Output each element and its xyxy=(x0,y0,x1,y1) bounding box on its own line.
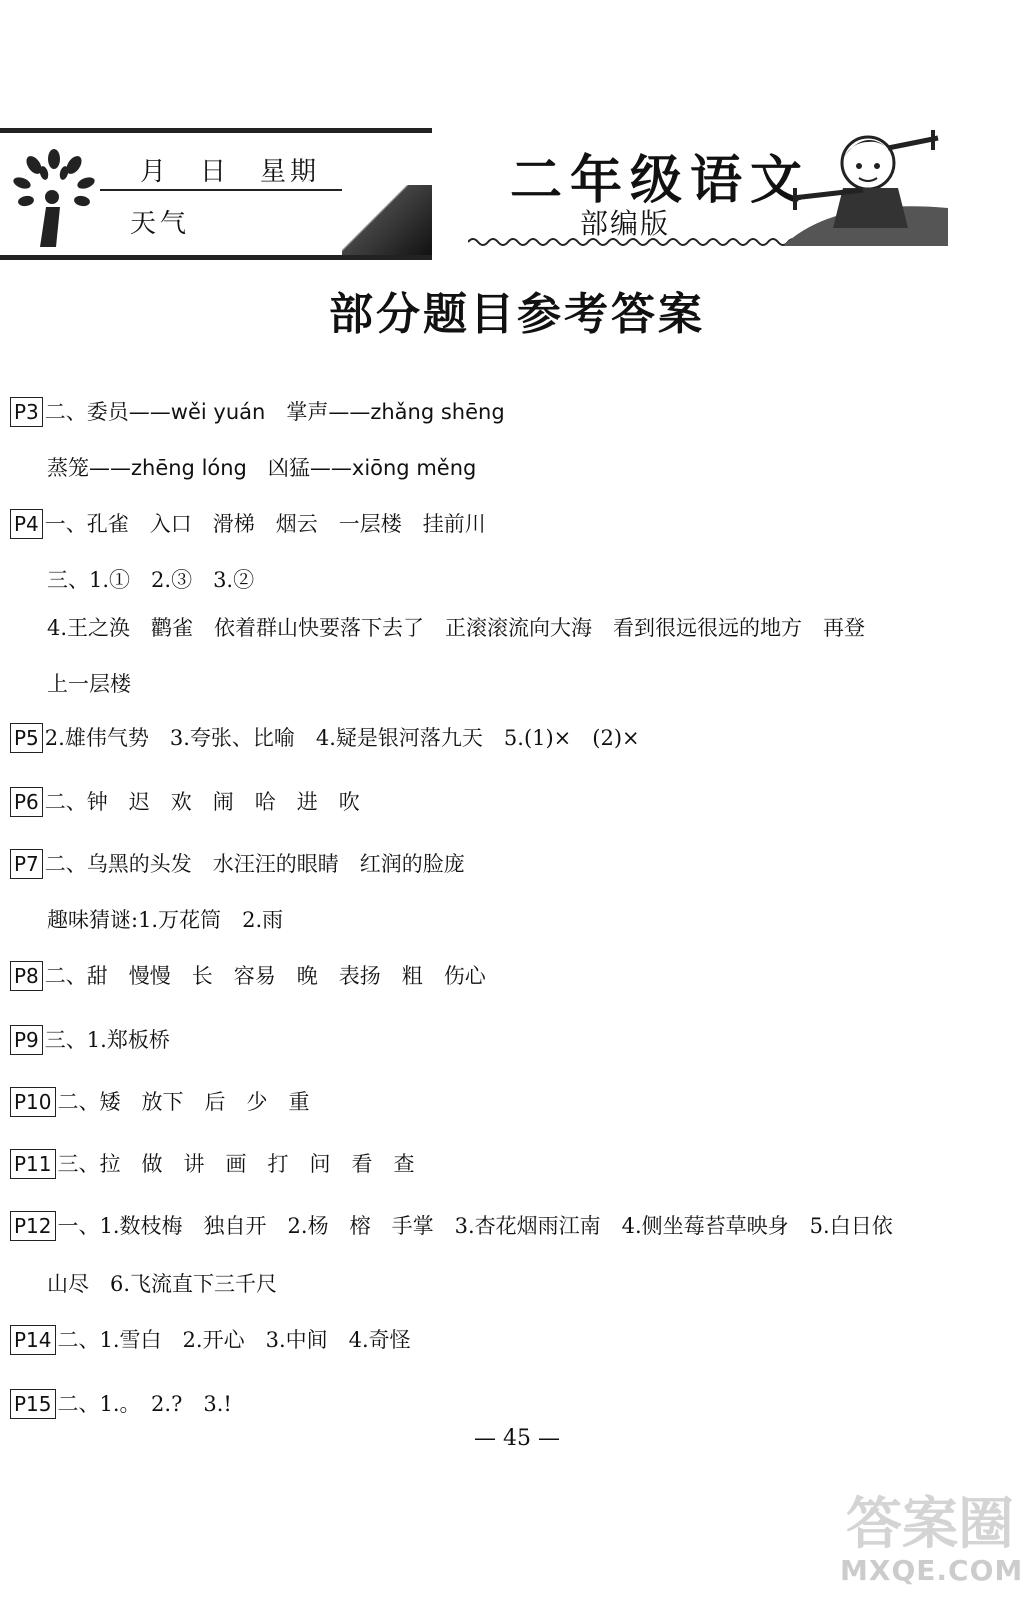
page-tag: P6 xyxy=(10,787,43,817)
watermark-logo xyxy=(836,1480,1024,1590)
tree-person-icon xyxy=(4,139,104,249)
page-tag: P15 xyxy=(10,1389,56,1419)
answer-line-p12 xyxy=(10,1210,1020,1242)
answer-line xyxy=(47,1268,1034,1300)
page-heading: 部分题目参考答案 xyxy=(329,289,705,340)
answer-text: 上一层楼 xyxy=(47,672,131,696)
answer-line-p6 xyxy=(10,786,1020,818)
page-tag: P7 xyxy=(10,849,43,879)
answer-text: 三、1.① 2.③ 3.② xyxy=(47,568,255,592)
answer-line xyxy=(47,452,1034,484)
answer-text: 二、甜 慢慢 长 容易 晚 表扬 粗 伤心 xyxy=(44,964,486,988)
page-tag: P12 xyxy=(10,1211,56,1241)
page-tag: P11 xyxy=(10,1149,56,1179)
answer-text: 二、钟 迟 欢 闹 哈 进 吹 xyxy=(44,790,360,814)
answer-line-p8 xyxy=(10,960,1020,992)
mascot-boy-icon xyxy=(773,128,948,246)
page-number: — 45 — xyxy=(474,1426,560,1451)
answer-line-p7 xyxy=(10,848,1020,880)
watermark-url: MXQE.COM xyxy=(840,1554,1024,1587)
page-tag: P5 xyxy=(10,723,43,753)
answer-text: 二、1.雪白 2.开心 3.中间 4.奇怪 xyxy=(57,1328,411,1352)
answer-text: 三、1.郑板桥 xyxy=(44,1028,170,1052)
answer-line xyxy=(47,904,1034,936)
edition-label: 部编版 xyxy=(580,207,671,240)
page-curl-decoration xyxy=(342,185,432,255)
page-tag: P4 xyxy=(10,509,43,539)
answer-text: 一、1.数枝梅 独自开 2.杨 榕 手掌 3.杏花烟雨江南 4.侧坐莓苔草映身 5.白日依 xyxy=(57,1214,893,1238)
answer-text: 二、1.。 2.? 3.! xyxy=(57,1392,232,1416)
page-tag: P3 xyxy=(10,397,43,427)
answer-line-p15 xyxy=(10,1388,1020,1420)
answer-line-p4 xyxy=(10,508,1020,540)
answer-line-p9 xyxy=(10,1024,1020,1056)
answer-line-p5 xyxy=(10,722,1020,754)
header-date-panel xyxy=(0,128,432,260)
page-tag: P10 xyxy=(10,1087,56,1117)
answer-line-p3 xyxy=(10,396,1020,428)
answer-text: 一、孔雀 入口 滑梯 烟云 一层楼 挂前川 xyxy=(44,512,486,536)
answer-line xyxy=(47,612,1034,644)
page-tag: P8 xyxy=(10,961,43,991)
answer-line-p14 xyxy=(10,1324,1020,1356)
answer-text: 4.王之涣 鹳雀 依着群山快要落下去了 正滚滚流向大海 看到很远很远的地方 再登 xyxy=(47,616,866,640)
answer-text: 趣味猜谜:1.万花筒 2.雨 xyxy=(47,908,284,932)
answer-text: 二、矮 放下 后 少 重 xyxy=(57,1090,310,1114)
book-title: 二年级语文 xyxy=(510,150,811,211)
answer-text: 2.雄伟气势 3.夸张、比喻 4.疑是银河落九天 5.(1)× (2)× xyxy=(44,726,640,750)
answer-line-p11 xyxy=(10,1148,1020,1180)
answer-line xyxy=(47,564,1034,596)
answer-text: 二、委员——wěi yuán 掌声——zhǎng shēng xyxy=(44,400,505,424)
answer-text: 二、乌黑的头发 水汪汪的眼睛 红润的脸庞 xyxy=(44,852,465,876)
date-label: 月 日 星期 xyxy=(140,157,321,187)
watermark-text: 答案圈 xyxy=(846,1492,1014,1557)
page-tag: P14 xyxy=(10,1325,56,1355)
header-title-panel xyxy=(468,128,948,250)
weather-label: 天气 xyxy=(130,209,191,239)
answer-line-p10 xyxy=(10,1086,1020,1118)
answer-text: 山尽 6.飞流直下三千尺 xyxy=(47,1272,278,1296)
answer-text: 三、拉 做 讲 画 打 问 看 查 xyxy=(57,1152,415,1176)
page-tag: P9 xyxy=(10,1025,43,1055)
answer-text: 蒸笼——zhēng lóng 凶猛——xiōng měng xyxy=(47,456,477,480)
answer-line xyxy=(47,668,1034,700)
date-underline xyxy=(100,189,365,191)
